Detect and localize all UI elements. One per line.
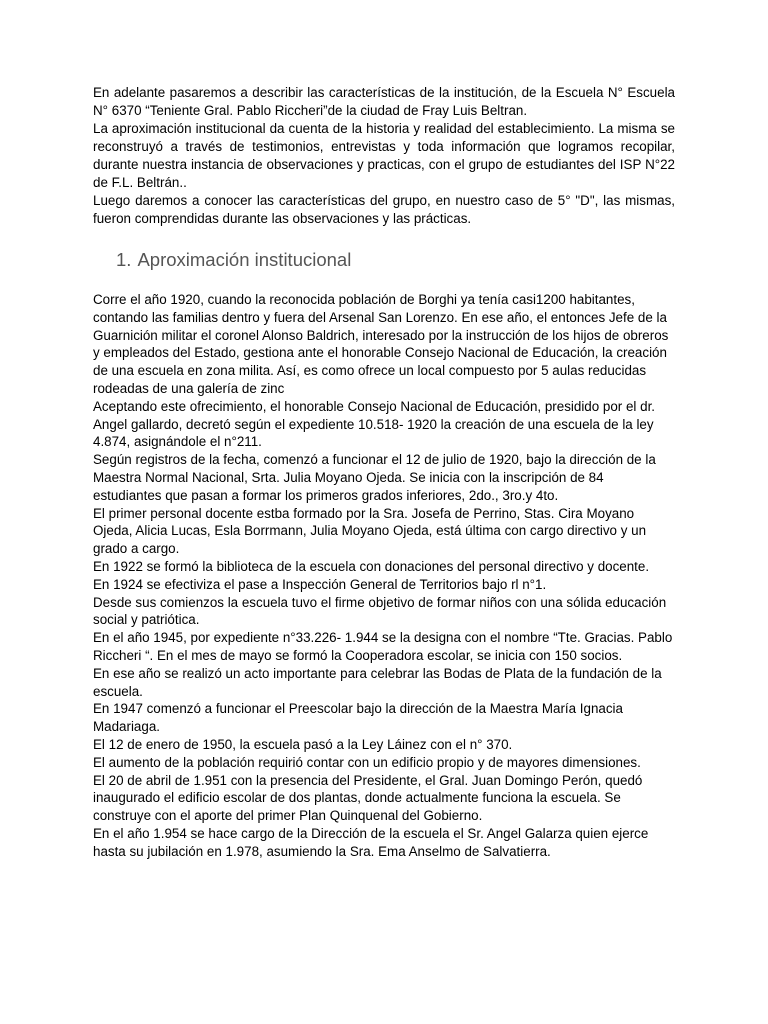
body-paragraph: En 1922 se formó la biblioteca de la escuela con donaciones del personal directivo y docente.: [93, 558, 650, 574]
body-paragraph: Desde sus comienzos la escuela tuvo el firme objetivo de formar niños con una sólida educación social y patriótica.: [93, 594, 667, 628]
body-section: [93, 291, 675, 861]
body-paragraph: En 1924 se efectiviza el pase a Inspección General de Territorios bajo rl n°1.: [93, 576, 547, 592]
section-title: Aproximación institucional: [137, 249, 352, 270]
intro-section: [93, 84, 675, 228]
body-paragraph: Según registros de la fecha, comenzó a funcionar el 12 de julio de 1920, bajo la dirección de la Maestra Normal Nacional, Srta. Julia Moyano Ojeda. Se inicia con la inscripción de 84 estudiantes que pasan a formar los primeros grados inferiores, 2do., 3ro.y 4to.: [93, 452, 656, 503]
body-paragraph: En el año 1945, por expediente n°33.226- 1.944 se la designa con el nombre “Tte. Gracias. Pablo Riccheri “. En el mes de mayo se formó la Cooperadora escolar, se inicia con 150 socios.: [93, 630, 673, 663]
body-paragraph: El primer personal docente estba formado por la Sra. Josefa de Perrino, Stas. Cira Moyano Ojeda, Alicia Lucas, Esla Borrmann, Julia Moyano Ojeda, está última con cargo directivo y un grado a cargo.: [93, 505, 647, 557]
body-paragraph: Corre el año 1920, cuando la reconocida población de Borghi ya tenía casi1200 habitantes, contando las familias dentro y fuera del Arsenal San Lorenzo. En ese año, el entonces Jefe de la Guarnición militar el coronel Alonso Baldrich, interesado por la instrucción de los hijos de obreros y empleados del Estado, gestiona ante el honorable Consejo Nacional de Educación, la creación de una escuela en zona milita. Así, es como ofrece un local compuesto por 5 aulas reducidas rodeadas de una galería de zinc: [93, 292, 669, 396]
body-paragraph: El 12 de enero de 1950, la escuela pasó a la Ley Láinez con el n° 370.: [93, 736, 513, 752]
body-paragraph: Aceptando este ofrecimiento, el honorable Consejo Nacional de Educación, presidido por el dr. Angel gallardo, decretó según el expediente 10.518- 1920 la creación de una escuela de la ley 4.874, asignándole el n°211.: [93, 398, 656, 450]
intro-paragraph: Luego daremos a conocer las características del grupo, en nuestro caso de 5° "D", las mismas, fueron comprendidas durante las observaciones y las prácticas.: [93, 193, 675, 226]
document-page: [93, 84, 675, 861]
section-heading: [116, 248, 675, 272]
body-paragraph: En el año 1.954 se hace cargo de la Dirección de la escuela el Sr. Angel Galarza quien ejerce hasta su jubilación en 1.978, asumiendo la Sra. Ema Anselmo de Salvatierra.: [93, 825, 649, 859]
section-number: 1.: [116, 249, 132, 270]
intro-paragraph: La aproximación institucional da cuenta de la historia y realidad del establecimiento. La misma se reconstruyó a través de testimonios, entrevistas y toda información que logramos recopilar, durante nuestra instancia de observaciones y practicas, con el grupo de estudiantes del ISP N°22 de F.L. Beltrán..: [93, 121, 675, 190]
body-paragraph: En ese año se realizó un acto importante para celebrar las Bodas de Plata de la fundación de la escuela.: [93, 665, 662, 699]
body-paragraph: El 20 de abril de 1.951 con la presencia del Presidente, el Gral. Juan Domingo Perón, quedó inaugurado el edificio escolar de dos plantas, donde actualmente funciona la escuela. Se construye con el aporte del primer Plan Quinquenal del Gobierno.: [93, 772, 643, 824]
body-paragraph: El aumento de la población requirió contar con un edificio propio y de mayores dimensiones.: [93, 754, 641, 770]
intro-paragraph: En adelante pasaremos a describir las características de la institución, de la Escuela N° Escuela N° 6370 “Teniente Gral. Pablo Riccheri”de la ciudad de Fray Luis Beltran.: [93, 85, 675, 118]
body-paragraph: En 1947 comenzó a funcionar el Preescolar bajo la dirección de la Maestra María Ignacia Madariaga.: [93, 701, 623, 735]
